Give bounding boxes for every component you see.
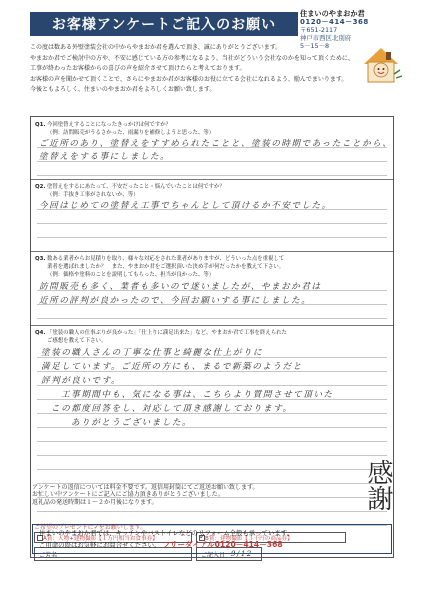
answer-1-line-2: 塗替えをする事にしました。 <box>39 152 171 162</box>
intro-line: 工事が終わったお客様からの喜びの声を紹介させて頂けたらと考えております。 <box>30 65 246 73</box>
contact-prefix: ご用命の際はお気軽にお問合せください。 <box>39 541 161 549</box>
company-tel: 0120－414－368 <box>300 18 369 26</box>
intro-line: この度は数ある外壁塗装会社の中からやまおか君を選んで頂き、誠にありがとうございます。 <box>30 44 282 51</box>
question-text-cont: 業者を選ばれましたか？ また、やまおか君をご選択頂いた決め手が何だったかを教えて下さい。 <box>47 264 285 270</box>
company-address-1: 神戸市西区北別府 <box>300 34 352 42</box>
date-label: ご記入日 <box>201 551 226 559</box>
answer-4-line-2: 満足しています。ご近所の方にも、まるで新築のようだと <box>41 362 303 372</box>
contact-line <box>39 539 385 551</box>
intro-line: お客様の声を聞かせて頂くことで、さらにやまおか君がお客様のお役に立てる会社になれるよう、励んでまいります。 <box>30 75 348 83</box>
answer-line <box>37 223 387 224</box>
question-example: （例：訪問販売がうるさかった、雨漏りを補修しようと思った、等） <box>47 130 215 136</box>
answer-line <box>37 511 387 512</box>
question-text: 塗替えをするにあたって、不安だったこと・悩んでいたことは何ですか？ <box>47 184 225 190</box>
footer-note: お忙しい中アンケートにご記入にご協力頂きありがとうございました。 <box>32 491 224 499</box>
present-option-a-label: A賞：人物+建物撮影【１万円相当お食事券】 <box>43 535 158 542</box>
company-name: 住まいのやまおか君 <box>300 9 365 18</box>
question-label: Q4. <box>35 330 46 336</box>
answer-3-line-2: 近所の評判が良かったので、今回お願いする事にしました。 <box>39 296 312 306</box>
question-label: Q1. <box>35 122 46 128</box>
section-divider <box>31 251 393 252</box>
present-option-b-label: B賞：建物撮影【３千円の商品券】 <box>205 535 293 542</box>
freedial-number[interactable]: フリーダイアル0120－414－368 <box>162 540 283 549</box>
answer-4-line-5: この都度回答をし、対応して頂き感謝しております。 <box>51 404 293 414</box>
question-text-cont: ご感想を教えて下さい。 <box>47 338 107 344</box>
question-example: （例：価格や塗料のことを説明してもらった、担当が良かった、等） <box>47 272 215 278</box>
intro-line: 今後ともよろしく、住まいのやまおか君をよろしくお願い致します。 <box>30 86 216 94</box>
answer-line <box>37 318 387 319</box>
intro-line: やまおか君でご検討中の方や、不安に感じている方の参考になるよう、当社がどういう会社なのかを知って頂くために、 <box>30 54 354 62</box>
question-label: Q3. <box>35 256 46 262</box>
question-1 <box>35 121 391 137</box>
question-4 <box>35 329 391 345</box>
contact-box <box>32 524 392 554</box>
section-divider <box>31 325 393 326</box>
footer-note: 返礼品の発送時期は１～２か月後になります。 <box>32 498 158 506</box>
answer-4-line-1: 塗装の職人さんの丁寧な仕事と綺麗な仕上がりに <box>41 348 264 358</box>
question-text: 「塗装の職人の仕事ぶりが良かった」「仕上りに満足出来た」など、やまおか君で工事を終えられた <box>47 330 287 336</box>
company-postal: 〒651-2117 <box>300 26 338 34</box>
question-label: Q2. <box>35 184 46 190</box>
answer-4-line-4: 工事期間中も、気になる事は、こちらより質問させて頂いた <box>61 390 334 400</box>
question-3 <box>35 255 391 279</box>
kansha-calligraphy: 感謝 <box>363 459 393 511</box>
answer-4-line-6: ありがとうございました。 <box>71 418 193 428</box>
page-title: お客様アンケートご記入のお願い <box>30 12 298 36</box>
question-example: （例：手抜き工事がされないか、等） <box>47 192 139 198</box>
intro-text <box>30 43 358 96</box>
question-2 <box>35 183 391 199</box>
answer-2-line-1: 今回はじめての塗替え工事でちゃんとして頂けるか不安でした。 <box>39 201 332 211</box>
footer-note: アンケートの返信については料金不要です。返信用封筒にてご返送お願い致します。 <box>32 484 259 491</box>
date-value: 9/12 <box>231 550 253 558</box>
answer-4-line-3: 評判が良いです。 <box>41 376 122 386</box>
present-heading: ご希望のプレゼントに✓をお願いします。 <box>34 524 147 531</box>
footer-notes <box>32 484 318 506</box>
answer-line <box>37 175 387 176</box>
promo-text: 住まいのやまおか君では、キッチンやバストイレなどのリフォーム全般も承っています。 <box>39 529 294 537</box>
answer-1-line-1: ご近所のあり、塗替えをすすめられたことと、塗装の時期であったことから、 <box>39 139 393 149</box>
question-text: 今回塗替えすることになったきっかけは何ですか？ <box>47 122 171 128</box>
name-label: ご芳名 <box>39 551 58 559</box>
company-address-2: 5－15－8 <box>300 42 330 50</box>
question-text: 数ある業者からお見積りを取り、様々な対応をされた業者がありますが、どういった点を重視して <box>47 256 285 262</box>
mascot-icon <box>356 40 406 90</box>
section-divider <box>31 179 393 180</box>
answer-line <box>37 237 387 238</box>
answer-3-line-1: 訪問販売も多く、業者も多いので迷いましたが、やまおか君は <box>39 282 322 292</box>
